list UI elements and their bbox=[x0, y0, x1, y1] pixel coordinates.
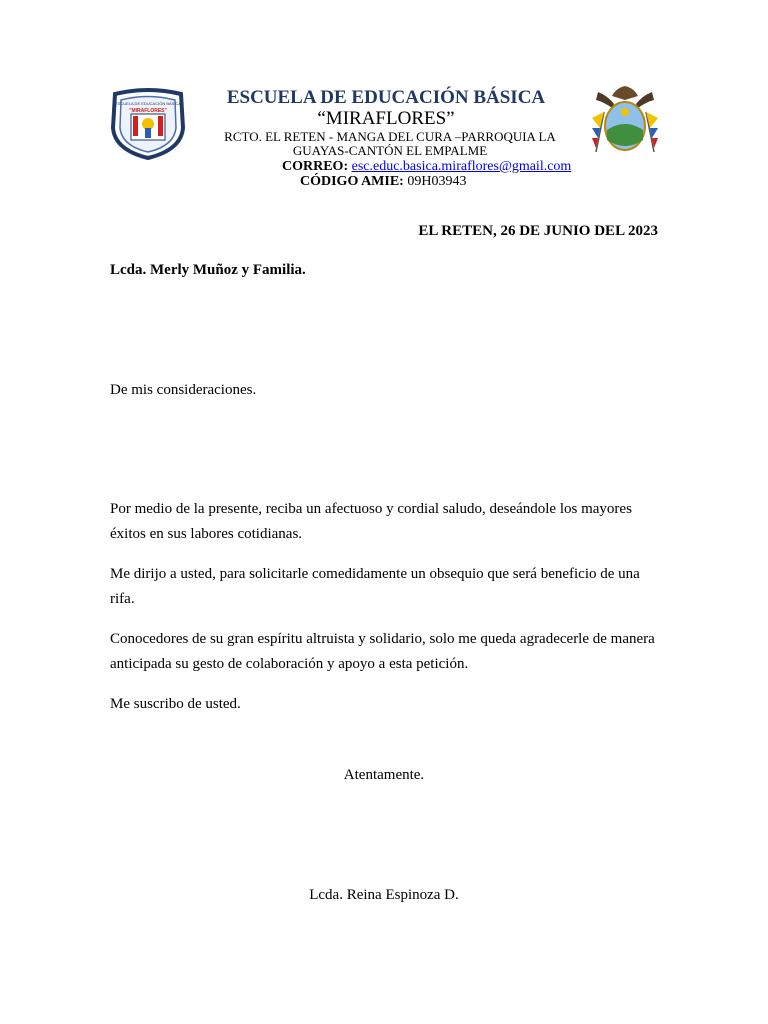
letter-paragraph-3: Conocedores de su gran espíritu altruista y solidario, solo me queda agradecerle de manera anticipada su gesto de colaboración y apoyo a esta petición. bbox=[110, 631, 655, 672]
address-line-2: GUAYAS-CANTÓN EL EMPALME bbox=[292, 143, 488, 158]
letter-date: EL RETEN, 26 DE JUNIO DEL 2023 bbox=[418, 223, 658, 239]
letter-greeting: De mis consideraciones. bbox=[110, 382, 257, 398]
letter-closing: Atentamente. bbox=[343, 767, 425, 783]
logo-text-main: "MIRAFLORES" bbox=[129, 108, 167, 114]
email-line bbox=[282, 159, 571, 175]
letter-paragraph-1: Por medio de la presente, reciba un afectuoso y cordial saludo, deseándole los mayores éxitos en sus labores cotidianas. bbox=[110, 501, 632, 542]
email-link[interactable]: esc.educ.basica.miraflores@gmail.com bbox=[351, 159, 572, 174]
amie-line bbox=[300, 174, 466, 190]
amie-label: CÓDIGO AMIE: bbox=[300, 174, 404, 189]
amie-value: 09H03943 bbox=[407, 174, 467, 189]
logo-text-top: ESCUELA DE EDUCACIÓN BÁSICA bbox=[114, 101, 182, 106]
address-line-1: RCTO. EL RETEN - MANGA DEL CURA –PARROQUIA LA bbox=[224, 129, 556, 144]
school-logo bbox=[109, 88, 187, 160]
letter-paragraph-2: Me dirijo a usted, para solicitarle comedidamente un obsequio que será beneficio de una rifa. bbox=[110, 566, 640, 607]
school-address bbox=[190, 130, 590, 158]
letter-paragraph-4: Me suscribo de usted. bbox=[110, 696, 241, 712]
letter-recipient: Lcda. Merly Muñoz y Familia. bbox=[110, 262, 306, 278]
email-label: CORREO: bbox=[282, 159, 349, 174]
coat-of-arms-emblem bbox=[590, 82, 660, 158]
letter-signature: Lcda. Reina Espinoza D. bbox=[309, 887, 459, 903]
school-subname: “MIRAFLORES” bbox=[317, 108, 455, 129]
school-name: ESCUELA DE EDUCACIÓN BÁSICA bbox=[226, 87, 546, 108]
